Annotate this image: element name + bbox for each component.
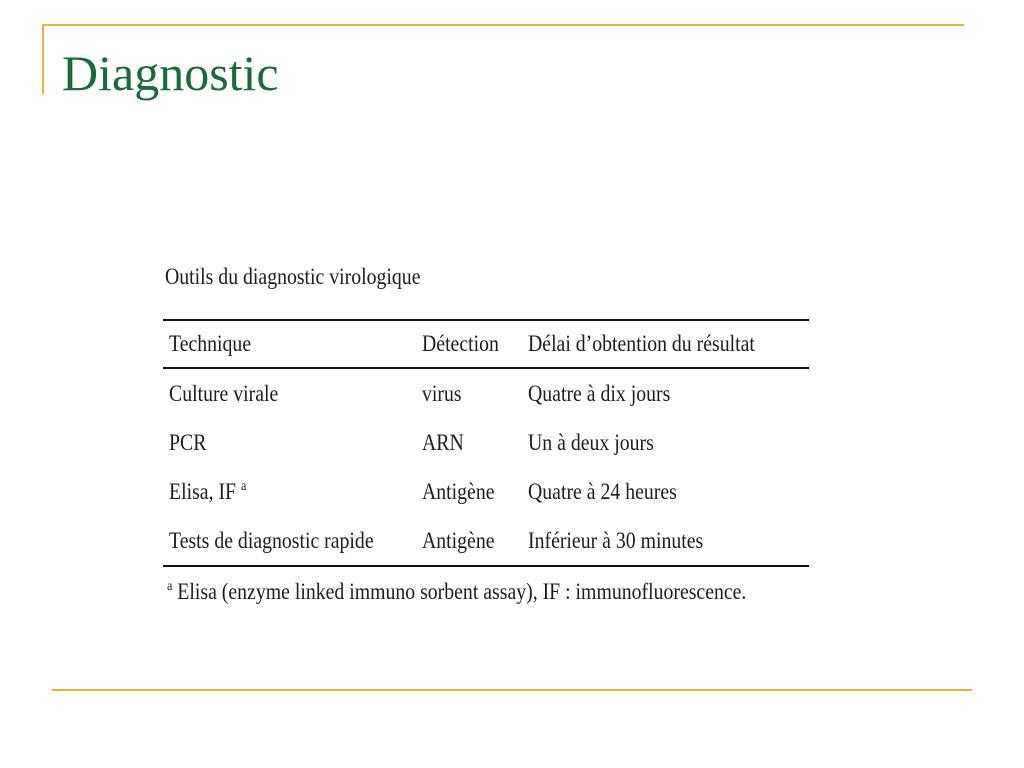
cell-technique: Tests de diagnostic rapide [169, 527, 374, 553]
table-header-row [163, 320, 809, 368]
header-technique: Technique [169, 331, 252, 356]
cell-detection: virus [422, 380, 462, 406]
cell-detection: ARN [422, 429, 464, 455]
cell-technique: Culture virale [169, 380, 279, 406]
diagnostic-table [163, 319, 809, 567]
table-row [163, 516, 809, 566]
cell-delay: Inférieur à 30 minutes [528, 527, 704, 553]
table-caption: Outils du diagnostic virologique [165, 264, 421, 289]
table-row [163, 368, 809, 418]
cell-delay: Un à deux jours [528, 429, 654, 455]
footnote-marker: a [240, 478, 247, 494]
cell-detection: Antigène [422, 478, 495, 504]
cell-technique: Elisa, IF $^a$ [169, 478, 247, 504]
top-accent-rule [42, 24, 964, 26]
table-row [163, 467, 809, 516]
slide-title: Diagnostic [62, 45, 279, 101]
cell-detection: Antigène [422, 527, 495, 553]
cell-delay: Quatre à 24 heures [528, 478, 677, 504]
left-accent-rule [42, 24, 44, 94]
table-row [163, 418, 809, 467]
table-footnote [167, 579, 746, 605]
header-detection: Détection [422, 331, 499, 356]
header-delay: Délai d’obtention du résultat [528, 331, 755, 356]
cell-technique: PCR [169, 429, 207, 455]
cell-delay: Quatre à dix jours [528, 380, 671, 406]
footnote-text: Elisa (enzyme linked immuno sorbent assay), IF : immunofluorescence. [177, 579, 747, 604]
footnote-marker: a [167, 579, 173, 594]
bottom-accent-rule [52, 689, 972, 691]
